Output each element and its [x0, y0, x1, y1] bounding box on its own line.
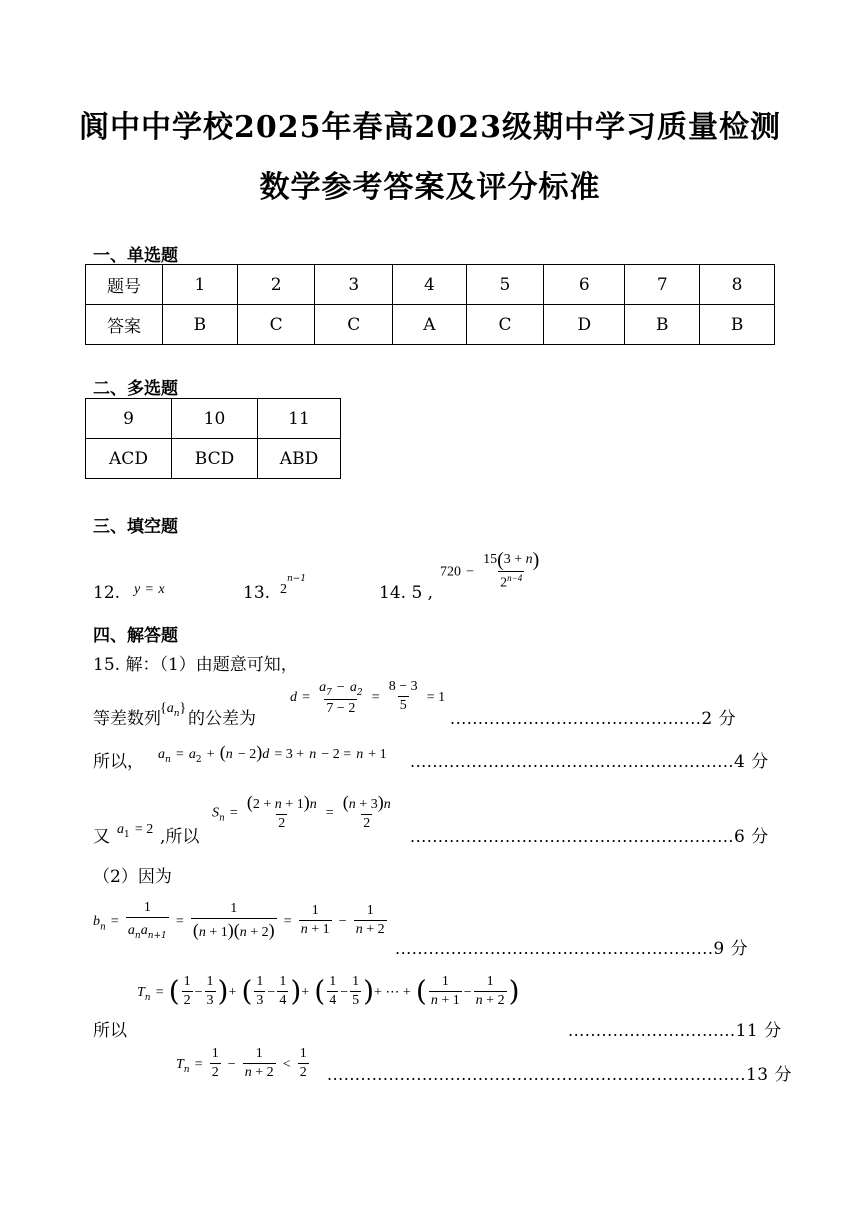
q15-intro: 15. 解：（1）由题意可知， [93, 655, 298, 675]
q12-answer: y = x [134, 582, 165, 597]
line1-label: 等差数列 [93, 709, 161, 729]
score-2: 2 分 [701, 709, 737, 729]
sum-formula: $S_n$ = $\frac{(2 + n + 1)n}{2}$ = $\frac{(n + 3)n}{2}$ [212, 792, 391, 831]
q14-second-answer: 720 − $\frac{15(3 + n)}{2^{n-4}}$ [440, 549, 540, 591]
cell-answer: D [544, 305, 625, 345]
cell-question-number: 1 [163, 265, 238, 305]
cell-question-number: 8 [700, 265, 775, 305]
cell-question-number: 2 [237, 265, 315, 305]
score-11: 11 分 [735, 1021, 782, 1041]
score-6: 6 分 [733, 827, 769, 847]
score-13: 13 分 [745, 1065, 792, 1085]
cell-question-number: 4 [393, 265, 467, 305]
cell-question-number: 11 [258, 399, 341, 439]
score-leader-9: .........................................................9 分 [395, 939, 749, 959]
section-single-choice-heading: 一、单选题 [93, 246, 178, 266]
cell-question-number: 9 [86, 399, 172, 439]
tn-expansion: $T_n$ = ( $\frac{1}{2}$ − $\frac{1}{3}$ )+ ( $\frac{1}{3}$ − $\frac{1}{4}$ )+ ( $\frac{1}{4}$ − $\frac{1}{5}$ )+ ⋯ + ( $\frac{1}{n + 1}$ − $\frac{1}{n + 2}$ ) [137, 974, 520, 1008]
cell-answer: B [625, 305, 700, 345]
cell-question-number: 3 [315, 265, 393, 305]
cell-question-number: 10 [172, 399, 258, 439]
q14-constant: 720 [440, 564, 461, 580]
general-term-formula: $a_n = a_2 + (n - 2)d = 3 + n - 2 = n + 1$ [158, 742, 387, 766]
cell-answer: B [163, 305, 238, 345]
section-multi-choice-heading: 二、多选题 [93, 379, 178, 399]
row-label-answer: 答案 [86, 305, 163, 345]
cell-answer: BCD [172, 439, 258, 479]
cell-question-number: 7 [625, 265, 700, 305]
score-leader-13: ...........................................................................13 分 [327, 1065, 792, 1085]
title-line-2: 数学参考答案及评分标准 [259, 170, 601, 205]
score-leader-6: ..........................................................6 分 [410, 827, 769, 847]
section-fill-blank-heading: 三、填空题 [93, 517, 178, 537]
a1-value: $a_1 = 2$ [117, 822, 154, 841]
score-leader-2: .............................................2 分 [450, 709, 737, 729]
score-leader-11: ..............................11 分 [568, 1021, 782, 1041]
q13-answer: $2^{n-1}$ [280, 573, 307, 597]
score-leader-4: ..........................................................4 分 [410, 752, 769, 772]
score-4: 4 分 [733, 752, 769, 772]
common-difference-formula: d = $\frac{a_7 - a_2}{7 - 2}$ = $\frac{8 - 3}{5}$ = 1 [290, 679, 446, 717]
part2-label: （2）因为 [93, 867, 172, 887]
row-label-question-number: 题号 [86, 265, 163, 305]
cell-answer: ACD [86, 439, 172, 479]
tn-bound: $T_n$ = $\frac{1}{2}$ − $\frac{1}{n + 2}$ < $\frac{1}{2}$ [176, 1046, 307, 1080]
bn-formula: $b_n$ = $\frac{1}{a_na_{n+1}}$ = $\frac{1}{(n + 1)(n + 2)}$ = $\frac{1}{n + 1}$ − $\frac{1}{n + 2}$ [93, 900, 385, 942]
q12-number: 12. [93, 583, 121, 603]
cell-answer: ABD [258, 439, 341, 479]
cell-answer: B [700, 305, 775, 345]
cell-question-number: 6 [544, 265, 625, 305]
cell-answer: A [393, 305, 467, 345]
cell-answer: C [315, 305, 393, 345]
cell-question-number: 5 [466, 265, 544, 305]
multi-choice-answer-table [85, 398, 341, 479]
single-choice-answer-table [85, 264, 775, 345]
score-9: 9 分 [713, 939, 749, 959]
line1-mid: 的公差为 [188, 709, 256, 729]
title-line-1: 阆中中学校2025年春高2023级期中学习质量检测 [79, 110, 781, 145]
line2-label: 所以， [93, 752, 144, 772]
line3-label: 又 [93, 827, 110, 847]
line3-mid: ,所以 [160, 827, 200, 847]
q13-number: 13. [243, 583, 271, 603]
cell-answer: C [466, 305, 544, 345]
seq-an: $\{a_n\}$ [160, 701, 187, 720]
line5-label: 所以 [93, 1021, 127, 1041]
q14-number: 14. 5 , [379, 583, 434, 603]
cell-answer: C [237, 305, 315, 345]
section-solution-heading: 四、解答题 [93, 626, 178, 646]
